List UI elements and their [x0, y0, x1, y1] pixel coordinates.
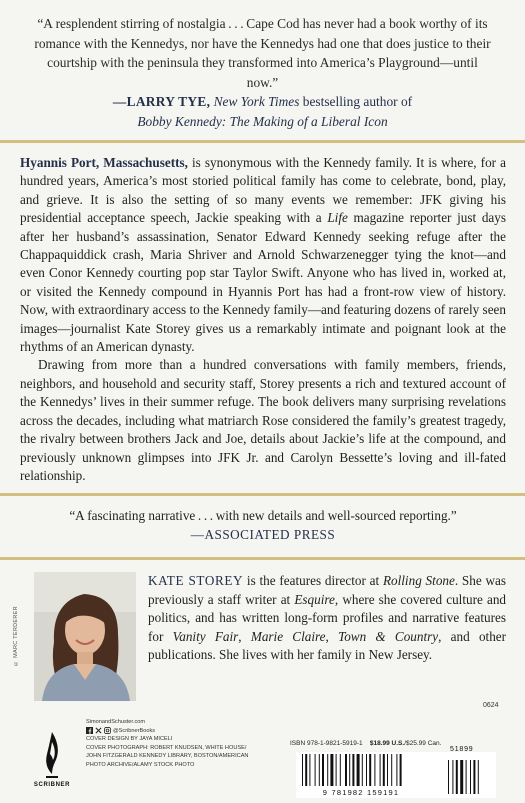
author-portrait-image [34, 572, 136, 701]
barcode-bar [319, 754, 320, 786]
top-blurb [30, 14, 495, 131]
barcode-bar [391, 754, 392, 786]
barcode-bar [366, 754, 367, 786]
vanity-fair-title: Vanity Fair [172, 628, 239, 644]
publisher-name: SCRIBNER [33, 782, 71, 788]
middle-blurb [20, 506, 506, 544]
barcode-addon-bar [448, 760, 449, 794]
instagram-icon [104, 727, 111, 734]
bio-text-b: . She was previously a staff writer at [148, 573, 506, 607]
esquire-title: Esquire [294, 591, 335, 607]
print-code: 0624 [483, 702, 499, 709]
top-blurb-text: “A resplendent stirring of nostalgia . . . Cape Cod has never had a book worthy of its romance with the Kennedys, nor have the Kennedys had one that does justice to their courtship with the peninsula they transformed into America’s Playground—until now.” [34, 16, 491, 90]
barcode-bar [309, 754, 310, 786]
middle-blurb-text: “A fascinating narrative . . . with new details and well-sourced reporting.” [69, 508, 457, 523]
barcode-addon-bar [466, 760, 467, 794]
credit-line-2: COVER PHOTOGRAPH: ROBERT KNUDSEN, WHITE HOUSE/ [86, 744, 247, 751]
gold-divider-top [0, 140, 525, 143]
barcode-bar [330, 754, 333, 786]
barcode-bar [362, 754, 363, 786]
barcode-addon-bar [460, 760, 463, 794]
top-blurb-outlet: New York Times [213, 94, 300, 109]
description-text-1a: is synonymous with the Kennedy family. It is where, for a hundred years, America’s most storied political family has come to celebrate, bond, play, and grieve. It is also the setting of so many events we remember: JFK giving his presidential acceptance speech, Jackie speaking with a [20, 155, 507, 226]
cover-credits [86, 718, 271, 769]
description-lead: Hyannis Port, Massachusetts, [20, 155, 188, 170]
barcode-addon-bar [452, 760, 453, 794]
bio-text-a: is the features director at [246, 573, 380, 588]
barcode-bar [305, 754, 307, 786]
barcode-bar [387, 754, 388, 786]
barcode-addon-bar [456, 760, 458, 794]
barcode-bar [380, 754, 381, 786]
barcode-bar [345, 754, 347, 786]
barcode-bar [327, 754, 328, 786]
social-handle: @ScribnerBooks [113, 727, 156, 734]
barcode-bar [396, 754, 397, 786]
barcode-addon-bar [478, 760, 479, 794]
description-text-1b: magazine reporter just days after her husband’s assassination, Senator Edward Kennedy seeking refuge after the Chappaquiddick crash, Maria Shriver and Arnold Schwarzenegger tying the knot—and even Conor Kennedy courting pop star Taylor Swift. Anyone who has lived in, worked at, or visited the Kennedy compound in Hyannis Port has had a front-row view of history. Now, with extraordinary access to the Kennedy family—and featuring dozens of rarely seen images—journalist Kate Storey gives us a remarkably intimate and poignant look at the rhythms of an American dynasty. [20, 210, 506, 355]
author-bio [148, 572, 506, 665]
barcode-bar [322, 754, 324, 786]
bio-text-c: , where she covered culture and politics, and has written long-form profiles and narrative features for [148, 591, 507, 644]
barcode-bar [315, 754, 316, 786]
rolling-stone-title: Rolling Stone [382, 573, 455, 588]
barcode-bar [357, 754, 360, 786]
barcode-addon-digits: 51899 [450, 746, 474, 753]
barcode-digits: 9 781982 159191 [296, 788, 426, 797]
gold-divider-middle [0, 493, 525, 496]
author-photo [34, 572, 136, 701]
description-paragraph-2: Drawing from more than a hundred conversations with family members, friends, neighbors, and household and security staff, Storey presents a rich and textured account of the Kennedys’ lives in their summer refuge. The book delivers many surprising revelations across the decades, including what matriarch Rose considered the family’s greatest tragedy, the rivalry between brothers Jack and Joe, details about Jackie’s life at the compound, and previously unknown glimpses into JFK Jr. and Carolyn Bessette’s loving and ill-fated relationship. [20, 357, 506, 483]
isbn-price-line [290, 740, 441, 747]
description-paragraph-1 [20, 154, 506, 356]
barcode-bar [400, 754, 402, 786]
isbn-text: ISBN 978-1-9821-5919-1 [290, 740, 363, 747]
town-country-title: Town & Country [338, 628, 439, 644]
barcode-bar [340, 754, 341, 786]
bio-sep-2: , [325, 628, 329, 644]
top-blurb-attribution [30, 92, 495, 112]
publisher-website: SimonandSchuster.com [86, 719, 146, 725]
price-can: /$25.99 Can. [404, 740, 442, 747]
price-us: $18.99 U.S. [369, 740, 405, 747]
gold-divider-lower [0, 557, 525, 560]
x-icon [95, 727, 102, 734]
barcode-bar [369, 754, 371, 786]
marie-claire-title: Marie Claire [250, 628, 326, 644]
facebook-icon [86, 727, 93, 734]
top-blurb-author: —LARRY TYE, [112, 94, 211, 109]
social-row [86, 727, 271, 736]
photo-credit: © MARC TERDERER [13, 606, 19, 667]
middle-blurb-attribution: —ASSOCIATED PRESS [190, 527, 336, 542]
author-name: KATE STOREY [148, 573, 244, 588]
life-magazine: Life [327, 210, 348, 226]
barcode-bar [336, 754, 337, 786]
credit-line-3: JOHN FITZGERALD KENNEDY LIBRARY, BOSTON/AMERICAN [86, 753, 249, 759]
credit-line-1: COVER DESIGN BY JAYA MICELI [86, 736, 173, 742]
top-blurb-book-title: Bobby Kennedy: The Making of a Liberal Icon [137, 113, 388, 129]
barcode-addon-bar [473, 760, 475, 794]
barcode-addon-bar [470, 760, 471, 794]
top-blurb-credential: bestselling author of [302, 94, 413, 109]
barcode-bar [383, 754, 385, 786]
barcode-bar [352, 754, 354, 786]
top-blurb-book-line [30, 112, 495, 132]
barcode-bar [374, 754, 375, 786]
barcode-bar [349, 754, 350, 786]
description [20, 154, 506, 485]
credit-line-4: PHOTO ARCHIVE/ALAMY STOCK PHOTO [86, 761, 195, 768]
barcode-bar [302, 754, 303, 786]
bio-text-d: , and other publications. She lives with her family in New Jersey. [148, 628, 507, 663]
bio-sep-1: , [238, 628, 242, 644]
